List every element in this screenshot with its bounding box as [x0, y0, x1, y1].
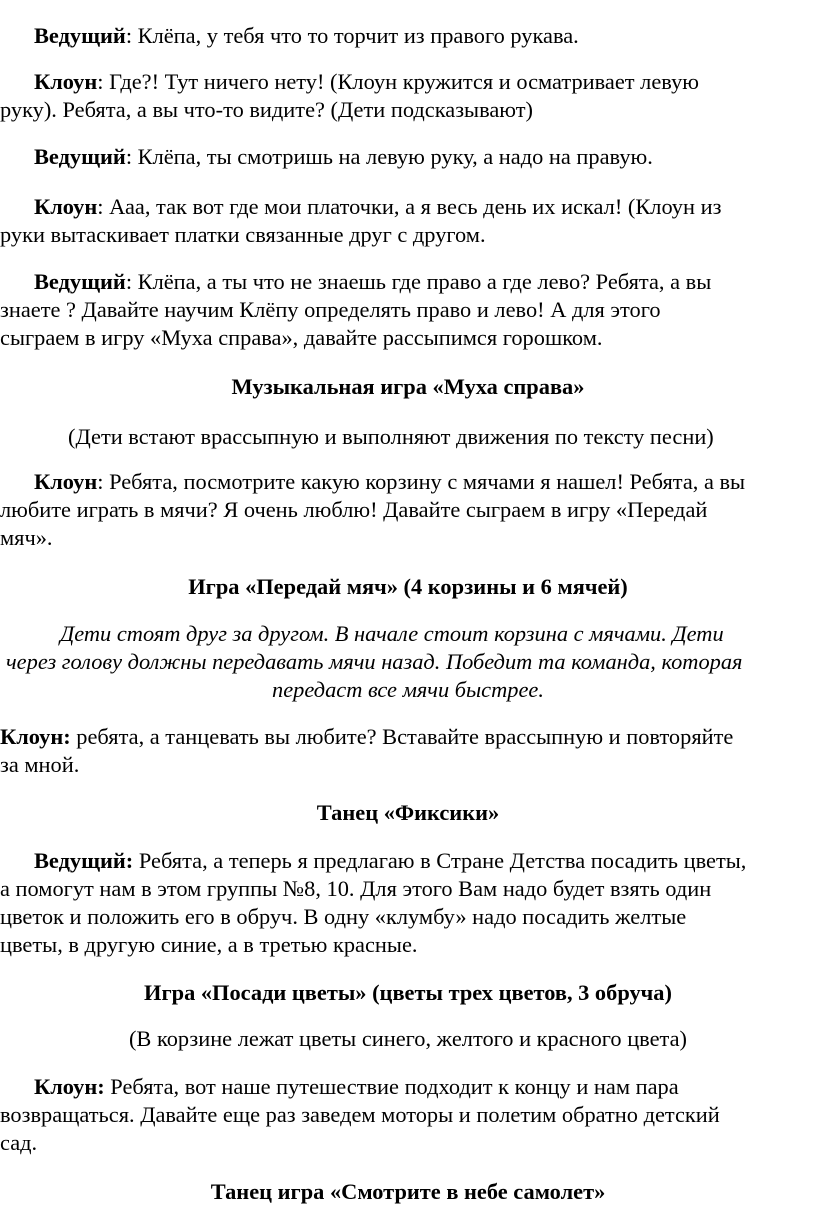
text-line: возвращаться. Давайте еще раз заведем моторы и полетим обратно детский: [0, 1102, 720, 1127]
text-line: Клоун: Ребята, посмотрите какую корзину с мячами я нашел! Ребята, а вы: [34, 469, 746, 494]
text-line: Клоун: Ребята, вот наше путешествие подходит к концу и нам пара: [34, 1074, 679, 1099]
speaker-name: Ведущий: [34, 144, 126, 169]
game-instructions: [0, 620, 816, 704]
dialogue-paragraph: [0, 468, 816, 552]
speaker-name: Ведущий: [34, 23, 126, 48]
section-heading: Игра «Посади цветы» (цветы трех цветов, 3 обруча): [144, 980, 672, 1005]
text-line: руку). Ребята, а вы что-то видите? (Дети подсказывают): [0, 97, 533, 122]
text-line: через голову должны передавать мячи назад. Победит та команда, которая: [6, 649, 743, 674]
speaker-name: Ведущий:: [34, 848, 134, 873]
text-line: Клоун: ребята, а танцевать вы любите? Вставайте врассыпную и повторяйте: [0, 724, 734, 749]
text-line: Ведущий: Клёпа, а ты что не знаешь где право а где лево? Ребята, а вы: [34, 269, 712, 294]
section-heading: Музыкальная игра «Муха справа»: [231, 374, 585, 399]
dialogue-paragraph: [0, 143, 816, 171]
dialogue-paragraph: [0, 847, 816, 959]
text-line: Дети стоят друг за другом. В начале стоит корзина с мячами. Дети: [60, 621, 724, 646]
text-line: а помогут нам в этом группы №8, 10. Для этого Вам надо будет взять один: [0, 876, 712, 901]
speaker-name: Клоун:: [0, 724, 71, 749]
stage-note: (В корзине лежат цветы синего, желтого и красного цвета): [128, 1026, 688, 1051]
dialogue-paragraph: [0, 268, 816, 352]
dialogue-paragraph: [0, 723, 816, 779]
speaker-name: Клоун: [34, 469, 98, 494]
speaker-name: Клоун: [34, 194, 98, 219]
text-line: руки вытаскивает платки связанные друг с другом.: [0, 222, 486, 247]
section-heading: Танец «Фиксики»: [316, 800, 500, 825]
dialogue-paragraph: [0, 1073, 816, 1157]
text-line: сад.: [0, 1130, 38, 1155]
speaker-name: Клоун:: [34, 1074, 105, 1099]
text-line: цветок и положить его в обруч. В одну «клумбу» надо посадить желтые: [0, 904, 687, 929]
section-heading: Танец игра «Смотрите в небе самолет»: [210, 1179, 606, 1204]
stage-note: (Дети встают врассыпную и выполняют движения по тексту песни): [68, 424, 714, 449]
text-line: знаете ? Давайте научим Клёпу определять право и лево! А для этого: [0, 297, 661, 322]
text-line: цветы, в другую синие, а в третью красные.: [0, 932, 418, 957]
text-line: передаст все мячи быстрее.: [272, 677, 544, 702]
dialogue-paragraph: [0, 68, 816, 124]
text-line: сыграем в игру «Муха справа», давайте рассыпимся горошком.: [0, 325, 603, 350]
text-line: за мной.: [0, 752, 80, 777]
text-line: мяч».: [0, 525, 53, 550]
dialogue-paragraph: [0, 193, 816, 249]
text-line: Ведущий: Клёпа, у тебя что то торчит из правого рукава.: [34, 23, 579, 48]
section-heading: Игра «Передай мяч» (4 корзины и 6 мячей): [188, 574, 628, 599]
text-line: любите играть в мячи? Я очень люблю! Давайте сыграем в игру «Передай: [0, 497, 708, 522]
text-line: Клоун: Где?! Тут ничего нету! (Клоун кружится и осматривает левую: [34, 69, 699, 94]
speaker-name: Ведущий: [34, 269, 126, 294]
speaker-name: Клоун: [34, 69, 98, 94]
text-line: Ведущий: Клёпа, ты смотришь на левую руку, а надо на правую.: [34, 144, 653, 169]
dialogue-paragraph: [0, 22, 816, 50]
text-line: Клоун: Ааа, так вот где мои платочки, а я весь день их искал! (Клоун из: [34, 194, 722, 219]
text-line: Ведущий: Ребята, а теперь я предлагаю в Стране Детства посадить цветы,: [34, 848, 747, 873]
